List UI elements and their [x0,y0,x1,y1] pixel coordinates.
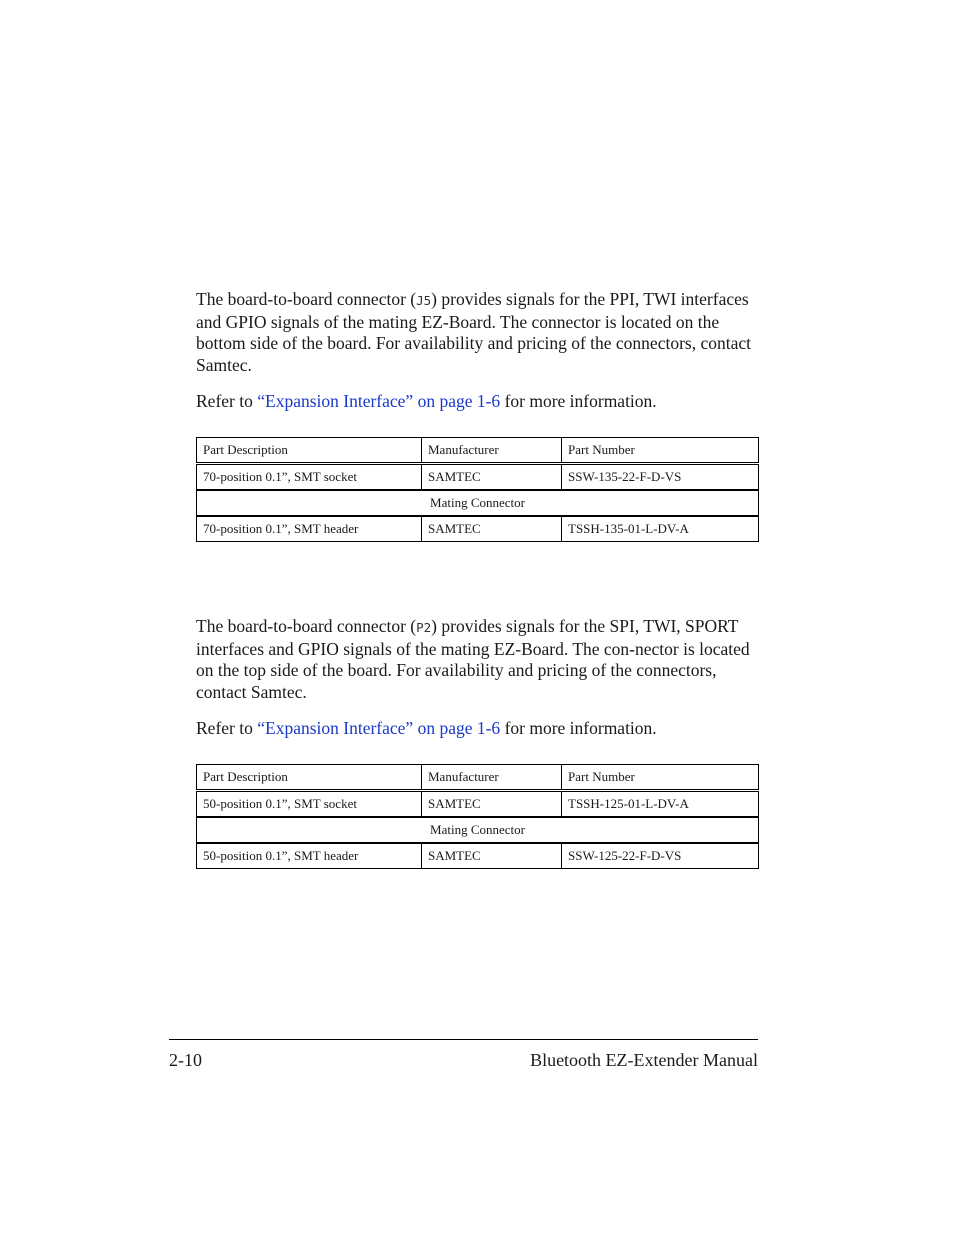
expansion-interface-link[interactable]: “Expansion Interface” on page 1-6 [257,391,501,411]
cell-part-description: 70-position 0.1”, SMT socket [197,464,422,491]
header-manufacturer: Manufacturer [422,765,562,791]
cell-part-description: 50-position 0.1”, SMT header [197,843,422,869]
manual-title: Bluetooth EZ-Extender Manual [530,1050,758,1070]
mating-connector-label: Mating Connector [197,490,759,516]
cell-manufacturer: SAMTEC [422,464,562,491]
cell-part-number: SSW-125-22-F-D-VS [562,843,759,869]
p2-parts-table [196,764,759,869]
page-number: 2-10 [169,1050,202,1070]
mating-connector-row [197,817,759,843]
j5-parts-table [196,437,759,542]
table-row [197,843,759,869]
cell-part-description: 70-position 0.1”, SMT header [197,516,422,542]
header-part-description: Part Description [197,438,422,464]
table-row [197,791,759,818]
cell-manufacturer: SAMTEC [422,791,562,818]
header-part-number: Part Number [562,438,759,464]
cell-part-number: TSSH-135-01-L-DV-A [562,516,759,542]
table-header-row [197,765,759,791]
cell-part-number: SSW-135-22-F-D-VS [562,464,759,491]
cell-manufacturer: SAMTEC [422,843,562,869]
table-row [197,464,759,491]
connector-id-code: J5 [416,293,432,308]
cell-part-number: TSSH-125-01-L-DV-A [562,791,759,818]
header-part-description: Part Description [197,765,422,791]
table-row [197,516,759,542]
connector-j5-description: The board-to-board connector (J5) provides signals for the PPI, TWI interfaces and GPIO signals of the mating EZ-Board. The connector is located on the bottom side of the board. For availability and pricing of the connectors, contact Samtec. [196,289,751,375]
connector-id-code: P2 [416,620,432,635]
header-part-number: Part Number [562,765,759,791]
header-manufacturer: Manufacturer [422,438,562,464]
cell-part-description: 50-position 0.1”, SMT socket [197,791,422,818]
mating-connector-row [197,490,759,516]
expansion-interface-link[interactable]: “Expansion Interface” on page 1-6 [257,718,501,738]
cross-reference-text: Refer to “Expansion Interface” on page 1-6 for more information. [196,718,657,738]
mating-connector-label: Mating Connector [197,817,759,843]
footer-rule [169,1039,758,1040]
cell-manufacturer: SAMTEC [422,516,562,542]
cross-reference-text: Refer to “Expansion Interface” on page 1-6 for more information. [196,391,657,411]
connector-p2-description: The board-to-board connector (P2) provides signals for the SPI, TWI, SPORT interfaces and GPIO signals of the mating EZ-Board. The con-nector is located on the top side of the board. For availability and pricing of the connectors, contact Samtec. [196,616,750,702]
table-header-row [197,438,759,464]
